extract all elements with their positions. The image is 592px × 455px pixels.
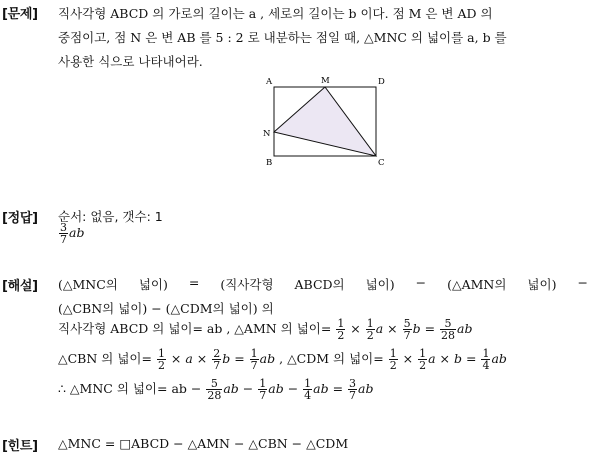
explanation-line-4: △CBN 의 넓이= $\frac{1}{2}$ × a × $\frac{2}{7}$ b = $\frac{1}{7}$ ab , △CDM 의 넓이= $\frac{1}{2}$ × $\frac{1}{2}$ a × b = $\frac{1}{4}$ ab bbox=[58, 347, 507, 372]
explanation-line-3: 직사각형 ABCD 의 넓이= ab , △AMN 의 넓이= $\frac{1}{2}$ × $\frac{1}{2}$ a × $\frac{5}{7}$ b = $\frac{5}{28}$ ab bbox=[58, 317, 473, 342]
explanation-line-2: (△CBN의 넓이) − (△CDM의 넓이) 의 bbox=[58, 301, 274, 316]
answer-variable: ab bbox=[69, 225, 85, 240]
answer-meta: 순서: 없음, 갯수: 1 bbox=[58, 209, 163, 224]
hint-text: △MNC = □ABCD − △AMN − △CBN − △CDM bbox=[58, 436, 349, 451]
problem-line-1: 직사각형 ABCD 의 가로의 길이는 a , 세로의 길이는 b 이다. 점 M 은 변 AD 의 bbox=[58, 6, 493, 21]
label-n: N bbox=[263, 129, 271, 139]
explanation-line-5: ∴ △MNC 의 넓이= ab − $\frac{5}{28}$ ab − $\frac{1}{7}$ ab − $\frac{1}{4}$ ab = $\frac{3}{7}$ ab bbox=[58, 377, 374, 402]
triangle-mnc bbox=[274, 87, 376, 156]
rectangle-figure bbox=[262, 74, 392, 169]
explanation-line-1: (△MNC의 넓이) = (직사각형 ABCD의 넓이) − (△AMN의 넓이) − bbox=[58, 275, 588, 292]
label-a: A bbox=[266, 77, 273, 87]
problem-line-3: 사용한 식으로 나타내어라. bbox=[58, 54, 203, 69]
hint-tag: [힌트] bbox=[2, 439, 38, 454]
label-c: C bbox=[378, 158, 385, 168]
label-b: B bbox=[266, 158, 273, 168]
explanation-tag: [해설] bbox=[2, 279, 38, 294]
label-d: D bbox=[378, 77, 385, 87]
answer-fraction: $\frac{3}{7}$ bbox=[60, 221, 67, 246]
answer-value bbox=[58, 222, 84, 245]
label-m: M bbox=[321, 76, 330, 86]
answer-tag: [정답] bbox=[2, 211, 38, 226]
problem-line-2: 중점이고, 점 N 은 변 AB 를 5 : 2 로 내분하는 점일 때, △MNC 의 넓이를 a, b 를 bbox=[58, 30, 507, 45]
problem-tag: [문제] bbox=[2, 7, 38, 22]
